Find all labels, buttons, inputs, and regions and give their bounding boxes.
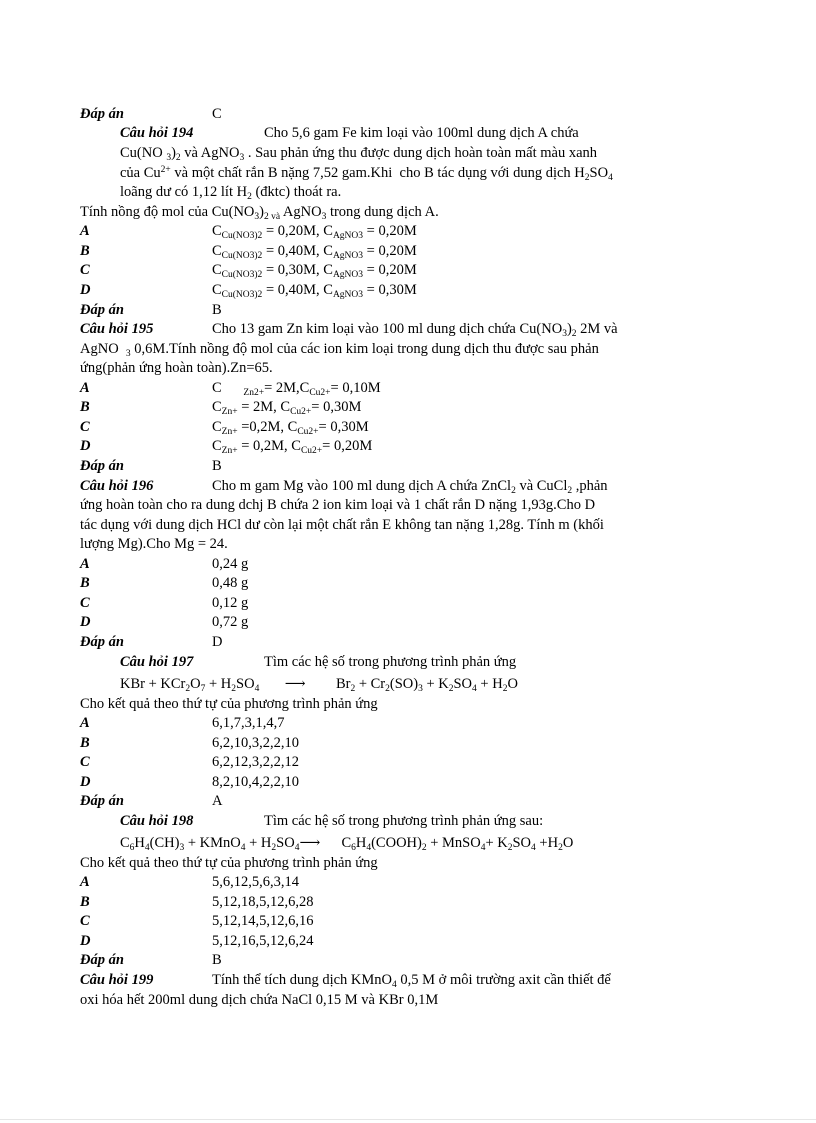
answer-value-193: C: [212, 106, 222, 122]
question-text-195-line3: ứng(phản ứng hoàn toàn).Zn=65.: [80, 360, 273, 376]
option-label-d: D: [80, 282, 91, 298]
answer-value-196: D: [212, 634, 223, 650]
question-title-197: Câu hỏi 197: [120, 654, 194, 670]
option-label-b: B: [80, 894, 90, 910]
option-195-b: $C_{Zn+} = 2M$, $C_{Cu2+}= 0,30M$: [212, 399, 362, 417]
question-title-196: Câu hỏi 196: [80, 478, 154, 494]
option-label-d: D: [80, 933, 91, 949]
option-196-a: 0,24 g: [212, 556, 249, 572]
option-196-d: 0,72 g: [212, 614, 249, 630]
option-197-a: 6,1,7,3,1,4,7: [212, 715, 285, 731]
option-197-d: 8,2,10,4,2,2,10: [212, 774, 299, 790]
option-194-c: $C_{Cu(NO3)2} = 0,30M$, $C_{AgNO3} = 0,20M$: [212, 262, 417, 280]
answer-label: Đáp án: [80, 634, 124, 650]
question-text-198-line1: Tìm các hệ số trong phương trình phản ứng sau:: [264, 813, 544, 829]
option-197-b: 6,2,10,3,2,2,10: [212, 735, 299, 751]
option-197-c: 6,2,12,3,2,2,12: [212, 754, 299, 770]
option-194-a: $C_{Cu(NO3)2} = 0,20M$, $C_{AgNO3} = 0,20M$: [212, 223, 417, 241]
option-label-c: C: [80, 595, 90, 611]
answer-value-194: B: [212, 302, 222, 318]
option-195-d: $C_{Zn+} = 0,2M$, $C_{Cu2+}= 0,20M$: [212, 438, 373, 456]
question-text-195-line1: Cho 13 gam Zn kim loại vào 100 ml dung dịch chứa $Cu(NO_3)_2$ 2M và: [212, 321, 618, 339]
option-198-b: 5,12,18,5,12,6,28: [212, 894, 314, 910]
option-label-a: A: [80, 556, 90, 572]
question-text-196-line4: lượng Mg).Cho Mg = 24.: [80, 536, 228, 552]
question-text-194-line3: của $Cu^{2+}$ và một chất rắn B nặng 7,52 gam.Khi cho B tác dụng với dung dịch $H_2SO_4$: [120, 165, 613, 183]
answer-label: Đáp án: [80, 302, 124, 318]
question-text-194-line4: loãng dư có 1,12 lít $H_2$ (đktc) thoát ra.: [120, 184, 342, 202]
question-text-194-line1: Cho 5,6 gam Fe kim loại vào 100ml dung dịch A chứa: [264, 125, 579, 141]
answer-value-198: B: [212, 952, 222, 968]
question-text-198-line2: Cho kết quả theo thứ tự của phương trình phản ứng: [80, 855, 378, 871]
option-label-a: A: [80, 715, 90, 731]
question-text-199-line2: oxi hóa hết 200ml dung dịch chứa NaCl 0,15 M và KBr 0,1M: [80, 992, 439, 1008]
option-label-c: C: [80, 913, 90, 929]
question-title-199: Câu hỏi 199: [80, 972, 154, 988]
answer-value-197: A: [212, 793, 223, 809]
equation-197: KBr + $KCr_2O_7 + H_2SO_4$ ⟶ $Br_2 + Cr_2(SO)_3 + K_2SO_4 + H_2O$: [120, 676, 518, 694]
option-196-c: 0,12 g: [212, 595, 249, 611]
option-198-d: 5,12,16,5,12,6,24: [212, 933, 314, 949]
option-198-a: 5,6,12,5,6,3,14: [212, 874, 299, 890]
answer-label: Đáp án: [80, 106, 124, 122]
option-198-c: 5,12,14,5,12,6,16: [212, 913, 314, 929]
question-text-196-line2: ứng hoàn toàn cho ra dung dchj B chứa 2 ion kim loại và 1 chất rắn D nặng 1,93g.Cho D: [80, 497, 596, 513]
answer-value-195: B: [212, 458, 222, 474]
answer-label: Đáp án: [80, 952, 124, 968]
option-195-c: $C_{Zn+} =0,2M$, $C_{Cu2+}= 0,30M$: [212, 419, 369, 437]
question-text-199-line1: Tính thể tích dung dịch KMnO$_4$ 0,5 M ở môi trường axit cần thiết để: [212, 972, 611, 990]
option-label-c: C: [80, 754, 90, 770]
option-label-d: D: [80, 614, 91, 630]
option-label-b: B: [80, 735, 90, 751]
answer-label: Đáp án: [80, 793, 124, 809]
option-label-c: C: [80, 262, 90, 278]
option-label-b: B: [80, 243, 90, 259]
option-label-b: B: [80, 575, 90, 591]
question-title-194: Câu hỏi 194: [120, 125, 194, 141]
question-text-196-line3: tác dụng với dung dịch HCl dư còn lại một chất rắn E không tan nặng 1,28g. Tính m (khối: [80, 517, 604, 533]
option-label-a: A: [80, 380, 90, 396]
option-195-a: C $_{Zn2+}= 2M,C_{Cu2+}= 0,10M$: [212, 380, 381, 398]
page-bottom-edge: [0, 1119, 816, 1120]
question-title-198: Câu hỏi 198: [120, 813, 194, 829]
answer-label: Đáp án: [80, 458, 124, 474]
option-194-d: $C_{Cu(NO3)2} = 0,40M$, $C_{AgNO3} = 0,30M$: [212, 282, 417, 300]
question-text-194-line2: Cu(NO $_3)_2$ và AgNO$_3$ . Sau phản ứng thu được dung dịch hoàn toàn mất màu xanh: [120, 145, 598, 163]
option-label-a: A: [80, 874, 90, 890]
option-194-b: $C_{Cu(NO3)2} = 0,40M$, $C_{AgNO3} = 0,20M$: [212, 243, 417, 261]
question-text-196-line1: Cho m gam Mg vào 100 ml dung dịch A chứa ZnCl$_2$ và CuCl$_2$ ,phản: [212, 478, 608, 496]
equation-198: $C_6H_4(CH)_3$ + KMnO$_4$ + $H_2SO_4⟶$ $C_6H_4(COOH)_2$ + MnSO$_4$+ $K_2SO_4 +H_2O$: [120, 835, 574, 853]
question-text-195-line2: AgNO $_3$ 0,6M.Tính nồng độ mol của các ion kim loại trong dung dịch thu được sau phản: [80, 341, 599, 359]
option-label-d: D: [80, 774, 91, 790]
option-label-b: B: [80, 399, 90, 415]
question-text-197-line1: Tìm các hệ số trong phương trình phản ứng: [264, 654, 517, 670]
question-title-195: Câu hỏi 195: [80, 321, 154, 337]
option-label-a: A: [80, 223, 90, 239]
question-text-197-line2: Cho kết quả theo thứ tự của phương trình phản ứng: [80, 696, 378, 712]
option-196-b: 0,48 g: [212, 575, 249, 591]
option-label-c: C: [80, 419, 90, 435]
question-text-194-line5: Tính nồng độ mol của $Cu(NO_3)_{2 và}$ AgNO$_3$ trong dung dịch A.: [80, 204, 439, 222]
option-label-d: D: [80, 438, 91, 454]
